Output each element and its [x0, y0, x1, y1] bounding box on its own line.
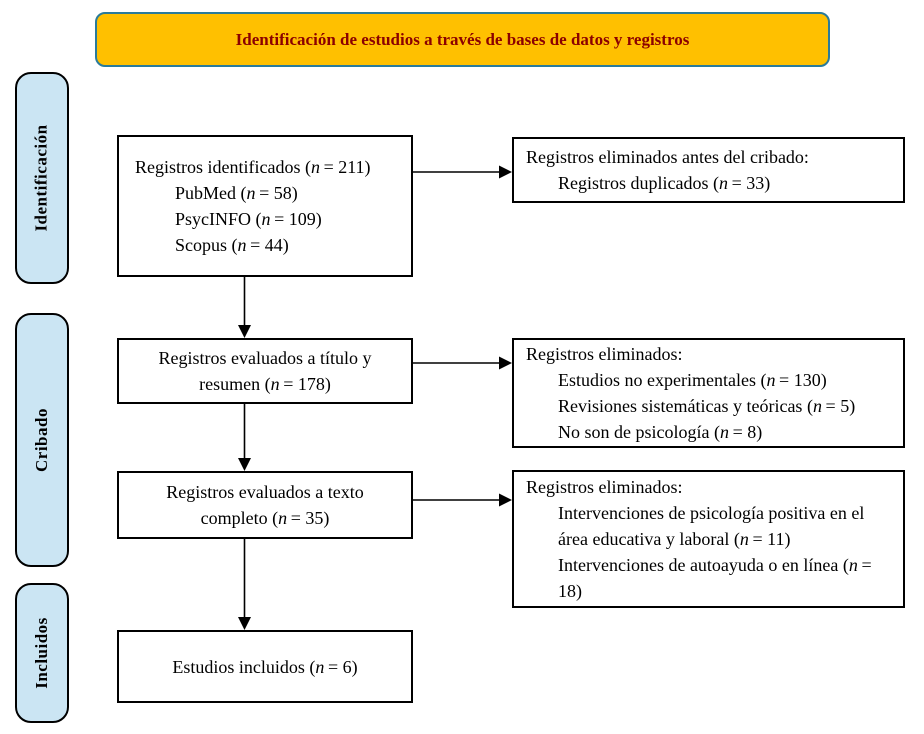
box-identified-records [117, 135, 413, 277]
box-excluded-fulltext [512, 470, 905, 608]
excluded-educational-workplace: Intervenciones de psicología positiva en el área educativa y laboral (n = 11) [558, 503, 865, 549]
stage-cribado-label: Cribado [32, 408, 51, 472]
title-abstract-screened-text: Registros evaluados a título y resumen (n = 178) [158, 348, 372, 394]
stage-identificacion-label: Identificación [32, 124, 52, 232]
identified-scopus: Scopus (n = 44) [175, 235, 289, 255]
banner-identification-header [95, 12, 830, 67]
banner-title: Identificación de estudios a través de bases de datos y registros [235, 29, 690, 49]
excluded-non-experimental: Estudios no experimentales (n = 130) [558, 370, 827, 390]
excluded-reviews: Revisiones sistemáticas y teóricas (n = 5) [558, 396, 856, 416]
box-title-abstract-screened [117, 338, 413, 404]
identified-total: Registros identificados (n = 211) [135, 157, 371, 177]
stage-cribado [15, 313, 69, 567]
box-studies-included [117, 630, 413, 703]
excluded-non-psychology: No son de psicología (n = 8) [558, 422, 763, 442]
box-removed-before-screening [512, 137, 905, 203]
box-fulltext-screened [117, 471, 413, 539]
studies-included-text: Estudios incluidos (n = 6) [172, 656, 358, 677]
stage-incluidos-label: Incluidos [32, 617, 51, 689]
excluded-title-abstract-title: Registros eliminados: [526, 344, 683, 364]
removed-duplicates: Registros duplicados (n = 33) [558, 173, 771, 193]
stage-identificacion [15, 72, 69, 284]
identified-psycinfo: PsycINFO (n = 109) [175, 209, 322, 229]
excluded-selfhelp-online: Intervenciones de autoayuda o en línea (n = 18) [558, 555, 872, 601]
stage-incluidos [15, 583, 69, 723]
removed-before-screening-title: Registros eliminados antes del cribado: [526, 147, 809, 167]
box-excluded-title-abstract [512, 338, 905, 448]
fulltext-screened-text: Registros evaluados a texto completo (n = 35) [166, 482, 364, 528]
excluded-fulltext-title: Registros eliminados: [526, 477, 683, 497]
identified-pubmed: PubMed (n = 58) [175, 183, 298, 203]
